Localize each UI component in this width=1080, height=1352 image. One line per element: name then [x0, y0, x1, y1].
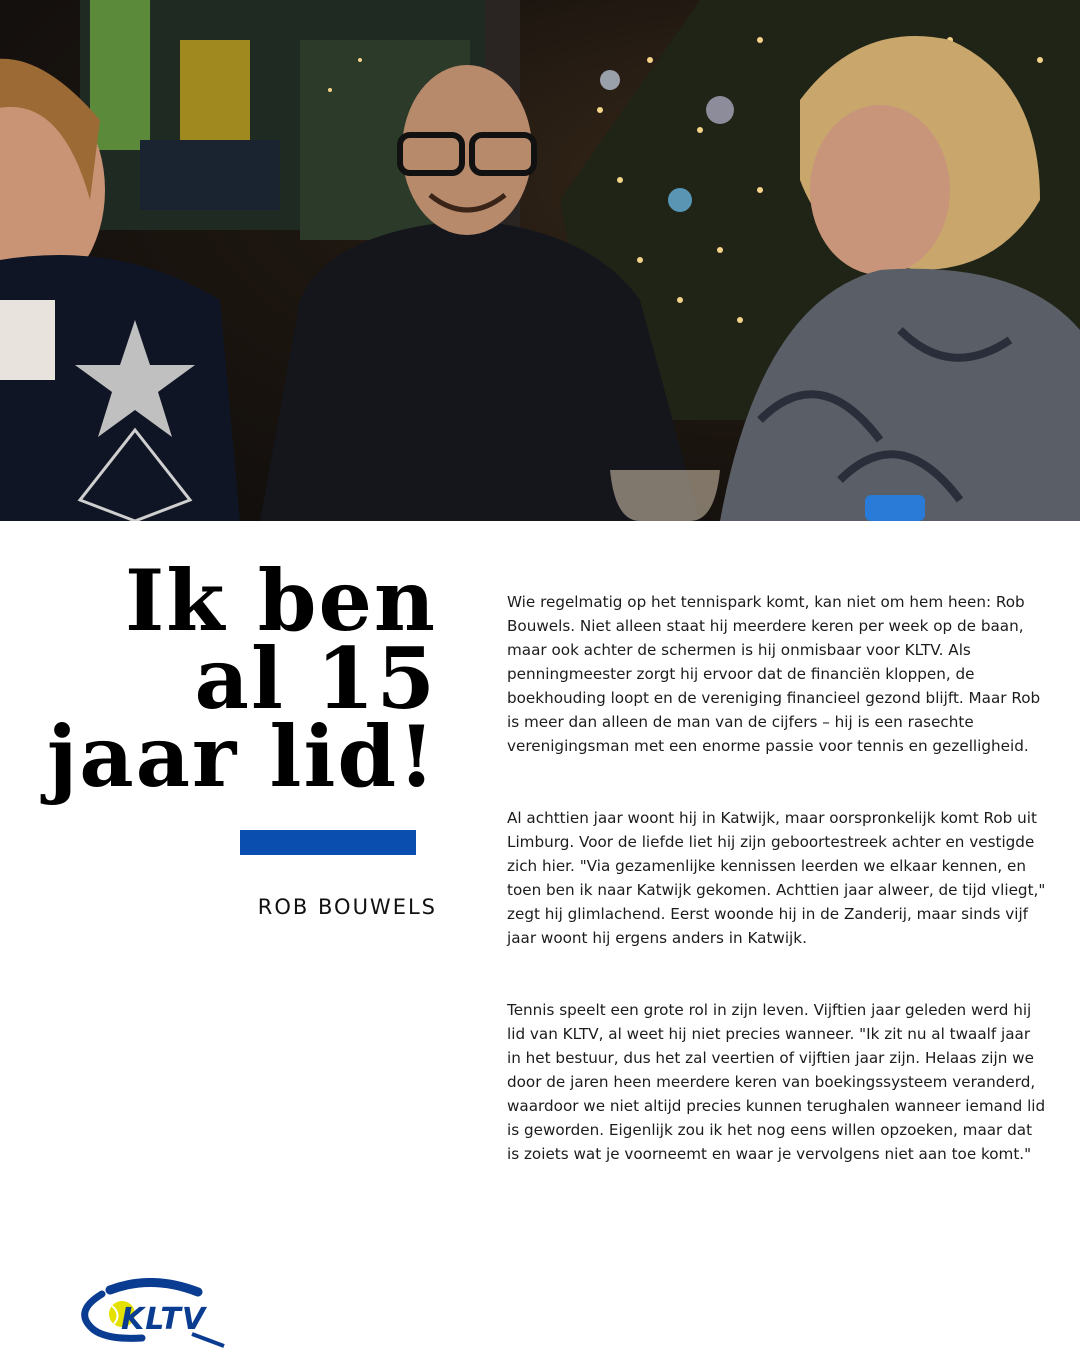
logo-text: KLTV [121, 1302, 207, 1337]
headline-line-2: al 15 [194, 629, 437, 728]
article-body [507, 590, 1047, 1166]
accent-divider [240, 830, 416, 855]
headline-line-1: Ik ben [125, 551, 437, 650]
page-title [17, 551, 437, 806]
headline-line-3: jaar lid! [46, 707, 437, 806]
kltv-logo [72, 1278, 232, 1348]
group-photo [0, 0, 1080, 521]
article-paragraph: Tennis speelt een grote rol in zijn leven. Vijftien jaar geleden werd hij lid van KLTV, al weet hij niet precies wanneer. "Ik zit nu al twaalf jaar in het bestuur, dus het zal veertien of vijftien jaar zijn. Helaas zijn we door de jaren heen meerdere keren van boekingssysteem veranderd, waardoor we niet altijd precies kunnen terughalen wanneer iemand lid is geworden. Eigenlijk zou ik het nog eens willen opzoeken, maar dat is zoiets wat je voorneemt en waar je vervolgens niet aan toe komt." [507, 1001, 1046, 1163]
article-paragraph: Wie regelmatig op het tennispark komt, kan niet om hem heen: Rob Bouwels. Niet alleen staat hij meerdere keren per week op de baan, maar ook achter de schermen is hij onmisbaar voor KLTV. Als penningmeester zorgt hij ervoor dat de financiën kloppen, de boekhouding loopt en de vereniging financieel gezond blijft. Maar Rob is meer dan alleen de man van de cijfers – hij is een rasechte verenigingsman met een enorme passie voor tennis en gezelligheid. [507, 593, 1041, 755]
group-photo-icon [0, 0, 1080, 521]
author-name: ROB BOUWELS [257, 895, 437, 919]
article-paragraph: Al achttien jaar woont hij in Katwijk, maar oorspronkelijk komt Rob uit Limburg. Voor de liefde liet hij zijn geboortestreek achter en vestigde zich hier. "Via gezamenlijke kennissen leerden we elkaar kennen, en toen ben ik naar Katwijk gekomen. Achttien jaar alweer, de tijd vliegt," zegt hij glimlachend. Eerst woonde hij in de Zanderij, maar sinds vijf jaar woont hij ergens anders in Katwijk. [507, 809, 1046, 947]
